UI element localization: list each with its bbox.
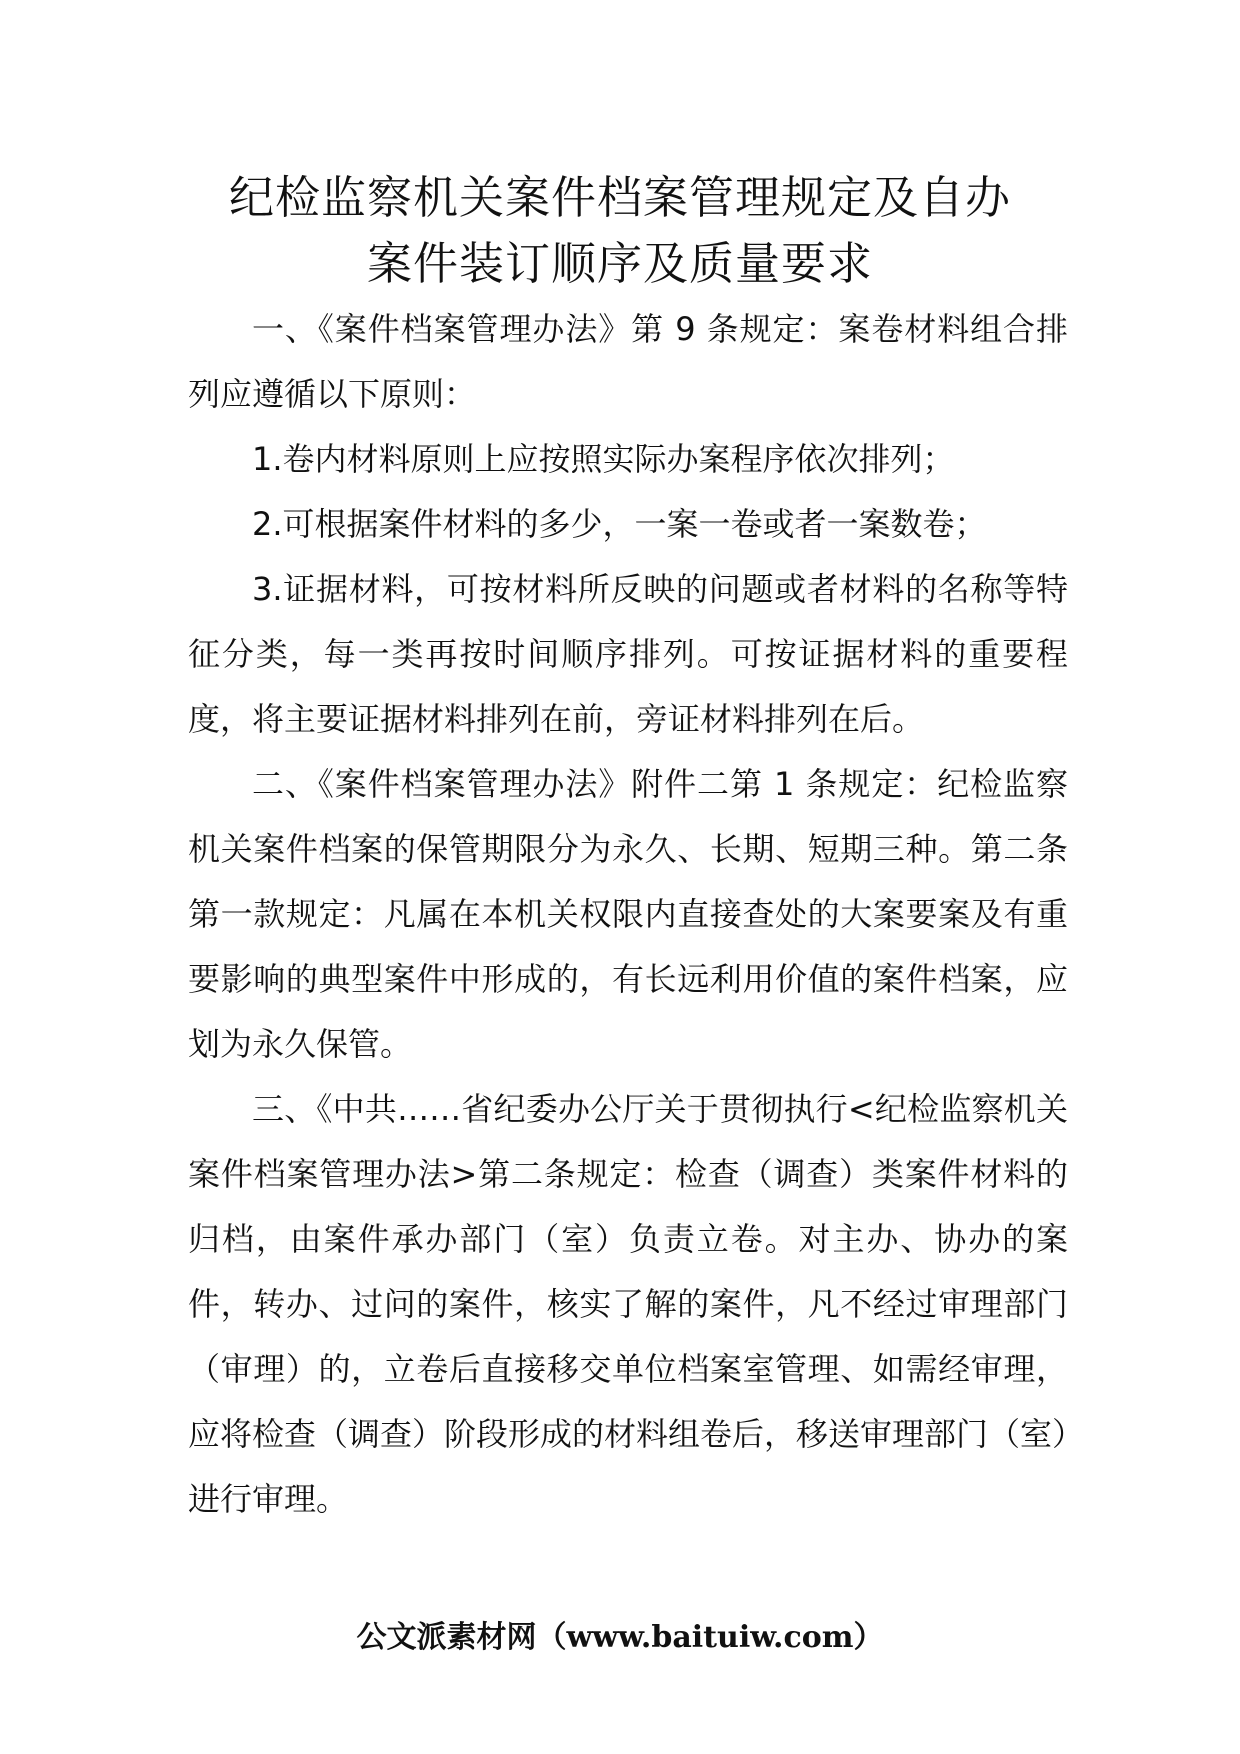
title-line-1: 纪检监察机关案件档案管理规定及自办	[228, 171, 1011, 224]
document-title	[150, 165, 1090, 297]
paragraph-1: 一、《案件档案管理办法》第 9 条规定：案卷材料组合排列应遵循以下原则：	[188, 310, 1068, 413]
document-body	[188, 297, 1068, 1532]
paragraph-4: 3.证据材料，可按材料所反映的问题或者材料的名称等特征分类，每一类再按时间顺序排列。可按证据材料的重要程度，将主要证据材料排列在前，旁证材料排列在后。	[188, 570, 1068, 738]
paragraph-5: 二、《案件档案管理办法》附件二第 1 条规定：纪检监察机关案件档案的保管期限分为永久、长期、短期三种。第二条第一款规定：凡属在本机关权限内直接查处的大案要案及有重要影响的典型案件中形成的，有长远利用价值的案件档案，应划为永久保管。	[188, 765, 1068, 1063]
paragraph-3: 2.可根据案件材料的多少，一案一卷或者一案数卷；	[252, 505, 987, 543]
paragraph-6: 三、《中共……省纪委办公厅关于贯彻执行<纪检监察机关案件档案管理办法>第二条规定：检查（调查）类案件材料的归档，由案件承办部门（室）负责立卷。对主办、协办的案件，转办、过问的案件，核实了解的案件，凡不经过审理部门（审理）的，立卷后直接移交单位档案室管理、如需经审理，应将检查（调查）阶段形成的材料组卷后，移送审理部门（室）进行审理。	[188, 1090, 1069, 1518]
title-line-2: 案件装订顺序及质量要求	[366, 237, 873, 290]
page-footer: 公文派素材网（www.baituiw.com）	[356, 1620, 884, 1655]
paragraph-2: 1.卷内材料原则上应按照实际办案程序依次排列；	[252, 440, 955, 478]
